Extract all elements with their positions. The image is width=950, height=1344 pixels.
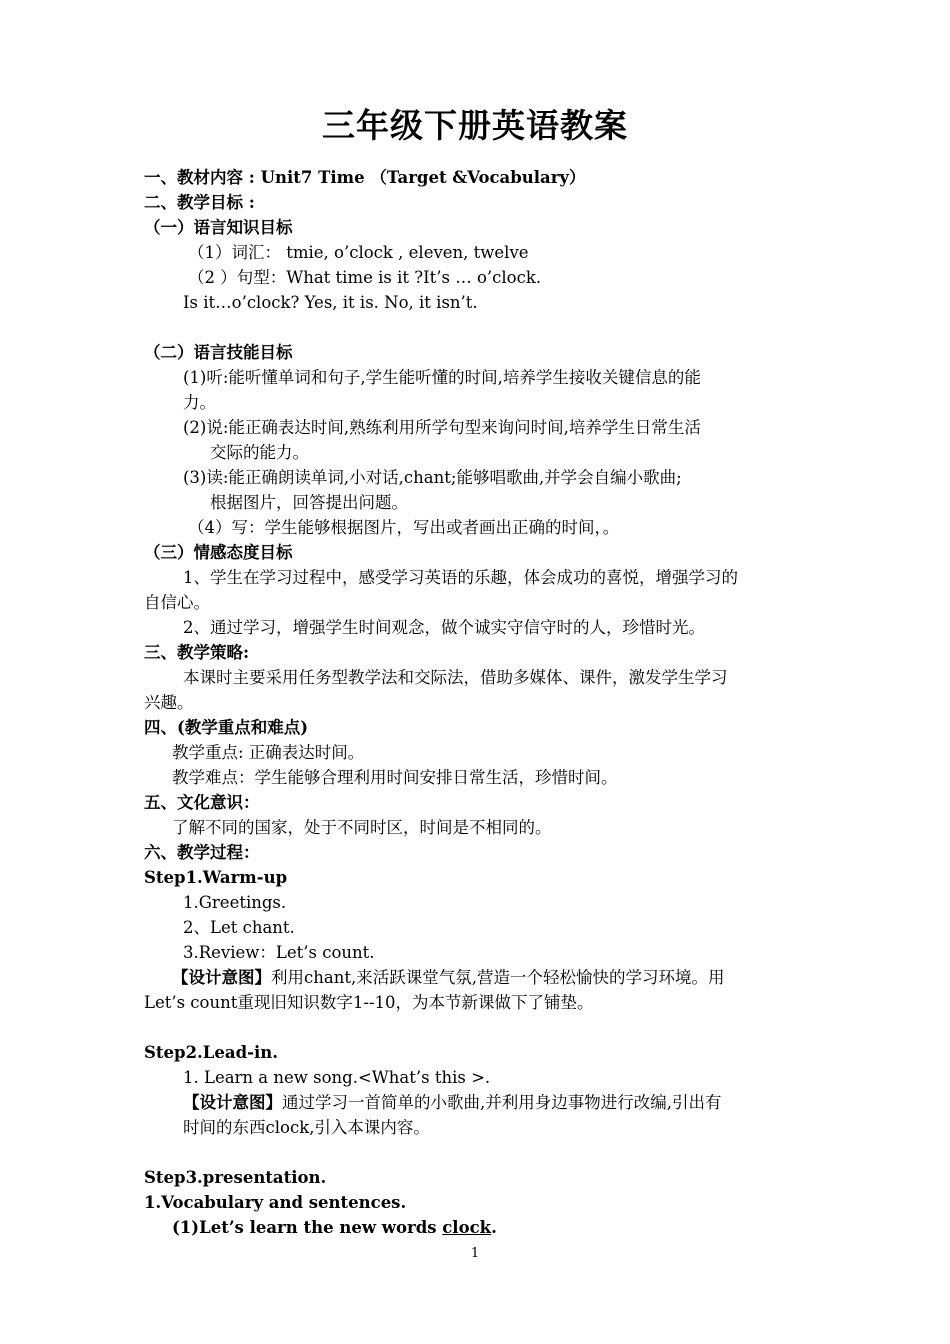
text-line: [183, 940, 375, 965]
line-text-tail: .: [491, 1218, 497, 1237]
line-text: Is it…o’clock? Yes, it is. No, it isn’t.: [183, 293, 478, 312]
heading-line: [144, 1165, 326, 1190]
line-text: 【设计意图】: [172, 968, 271, 987]
line-text: 四、(教学重点和难点): [144, 718, 309, 737]
line-text: 根据图片，回答提出问题。: [210, 493, 408, 512]
line-text: 六、教学过程：: [144, 843, 260, 862]
text-line: [210, 440, 309, 465]
text-line: [183, 665, 728, 690]
text-line: [144, 590, 210, 615]
line-text: 二、教学目标 :: [144, 193, 255, 212]
line-text: Step3.presentation.: [144, 1168, 327, 1187]
text-line: [172, 815, 552, 840]
line-text: 1、学生在学习过程中，感受学习英语的乐趣，体会成功的喜悦，增强学习的: [183, 568, 738, 587]
page-number: 1: [470, 1246, 480, 1261]
line-text: 2、通过学习，增强学生时间观念，做个诚实守信守时的人，珍惜时光。: [183, 618, 705, 637]
text-line: [183, 390, 216, 415]
heading-line: [144, 190, 255, 215]
line-text-rest: 利用chant,来活跃课堂气氛,营造一个轻松愉快的学习环境。用: [271, 968, 725, 987]
line-text: Step2.Lead-in.: [144, 1043, 278, 1062]
line-text: （一）语言知识目标: [144, 218, 293, 237]
text-line: [188, 265, 541, 290]
line-text: 兴趣。: [144, 693, 194, 712]
line-text: 自信心。: [144, 593, 210, 612]
heading-line: [144, 840, 260, 865]
heading-line: [144, 865, 287, 890]
line-text: 时间的东西clock,引入本课内容。: [183, 1118, 430, 1137]
text-line: [144, 690, 194, 715]
text-line: [172, 740, 364, 765]
line-text: 三、教学策略:: [144, 643, 250, 662]
heading-line: [144, 340, 293, 365]
text-line: [183, 415, 701, 440]
text-line: [183, 365, 701, 390]
line-text: （三）情感态度目标: [144, 543, 293, 562]
line-text: 五、文化意识：: [144, 793, 260, 812]
line-text: 教学难点：学生能够合理利用时间安排日常生活，珍惜时间。: [172, 768, 618, 787]
line-text: (3)读:能正确朗读单词,小对话,chant;能够唱歌曲,并学会自编小歌曲;: [183, 468, 682, 487]
heading-line: [144, 640, 249, 665]
heading-line: [144, 215, 293, 240]
text-line: [172, 965, 724, 990]
line-text: （4）写：学生能够根据图片，写出或者画出正确的时间，。: [188, 518, 620, 537]
text-line: [183, 1065, 490, 1090]
text-line: [183, 1115, 430, 1140]
text-line: [188, 240, 529, 265]
line-text: (1)听:能听懂单词和句子,学生能听懂的时间,培养学生接收关键信息的能: [183, 368, 701, 387]
heading-line: [144, 1190, 406, 1215]
text-line: [183, 565, 738, 590]
line-text: (2)说:能正确表达时间,熟练利用所学句型来询问时间,培养学生日常生活: [183, 418, 701, 437]
line-text: （1）词汇： tmie, o’clock , eleven, twelve: [188, 243, 529, 262]
text-line: [210, 490, 408, 515]
line-text: （2 ）句型：What time is it ?It’s … o’clock.: [188, 268, 542, 287]
line-text: 1. Learn a new song.<What’s this >.: [183, 1068, 491, 1087]
text-line: [144, 990, 594, 1015]
line-text-rest: 通过学习一首简单的小歌曲,并利用身边事物进行改编,引出有: [282, 1093, 722, 1112]
heading-line: [144, 540, 293, 565]
text-line: [183, 615, 705, 640]
heading-line: [144, 165, 586, 190]
text-line: [183, 915, 295, 940]
line-text: 1.Greetings.: [183, 893, 287, 912]
heading-line: [144, 790, 260, 815]
underlined-word: clock: [442, 1218, 492, 1237]
line-text: 一、教材内容 : Unit7 Time （Target &Vocabulary）: [144, 168, 586, 187]
line-text: 3.Review：Let’s count.: [183, 943, 375, 962]
line-text: （二）语言技能目标: [144, 343, 293, 362]
text-line: [183, 465, 682, 490]
text-line: [183, 1090, 722, 1115]
text-line: [172, 765, 618, 790]
line-text: 本课时主要采用任务型教学法和交际法，借助多媒体、课件，激发学生学习: [183, 668, 728, 687]
line-text: Step1.Warm-up: [144, 868, 288, 887]
text-line: [183, 290, 478, 315]
line-text: 2、Let chant.: [183, 918, 295, 937]
line-text: 力。: [183, 393, 216, 412]
line-text: 交际的能力。: [210, 443, 309, 462]
heading-line: [144, 715, 308, 740]
line-text: 【设计意图】: [183, 1093, 282, 1112]
text-line: [188, 515, 619, 540]
text-line: [183, 890, 286, 915]
line-text: Let’s count重现旧知识数字1--10，为本节新课做下了铺垫。: [144, 993, 594, 1012]
line-text: (1)Let’s learn the new words: [172, 1218, 443, 1237]
page-title: 三年级下册英语教案: [322, 106, 628, 145]
line-text: 教学重点: 正确表达时间。: [172, 743, 365, 762]
heading-line: [144, 1040, 278, 1065]
text-line: [172, 1215, 497, 1240]
line-text: 了解不同的国家，处于不同时区，时间是不相同的。: [172, 818, 552, 837]
line-text: 1.Vocabulary and sentences.: [144, 1193, 407, 1212]
